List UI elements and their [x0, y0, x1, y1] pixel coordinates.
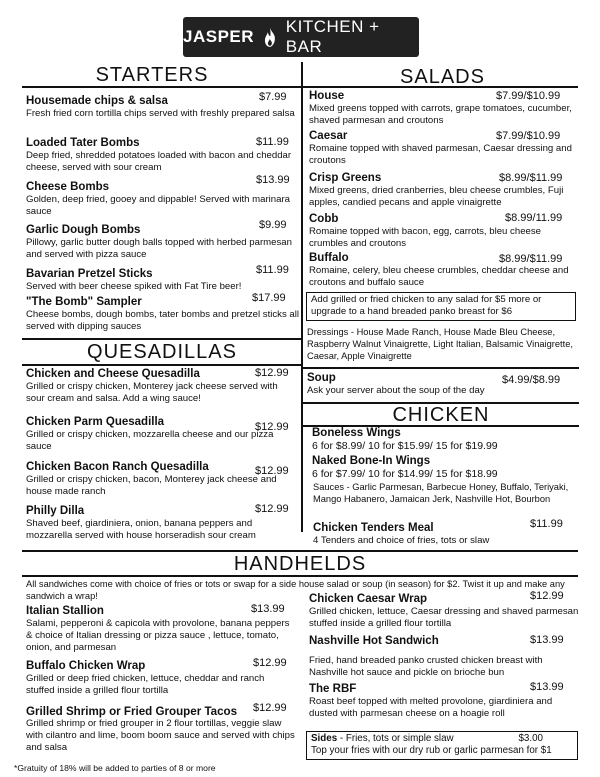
rule — [22, 338, 302, 340]
item-name: Buffalo Chicken Wrap — [26, 660, 146, 672]
item-name: Bavarian Pretzel Sticks — [26, 268, 153, 280]
section-heading-starters: STARTERS — [95, 64, 209, 86]
item-name: Crisp Greens — [309, 172, 382, 184]
item-name: Garlic Dough Bombs — [26, 224, 141, 236]
item-description: Grilled or crispy chicken, bacon, Monterey jack cheese and house made ranch — [26, 474, 277, 497]
rule — [22, 550, 578, 552]
item-description: Fresh fried corn tortilla chips served with freshly prepared salsa — [26, 108, 295, 119]
item-description: Shaved beef, giardiniera, onion, banana peppers and mozzarella served with house horseradish sour cream — [26, 518, 256, 541]
item-name: "The Bomb" Sampler — [26, 296, 142, 308]
item-name: Caesar — [309, 130, 348, 142]
item-name: The RBF — [309, 683, 357, 695]
sides-price: $3.00 — [518, 733, 543, 744]
item-description: Roast beef topped with melted provolone, giardiniera and dusted with parmesan cheese on a hoagie roll — [309, 696, 553, 719]
item-description: Grilled or deep fried chicken, lettuce, cheddar and ranch stuffed inside a grilled flour tortilla — [26, 673, 265, 696]
item-name: Chicken Bacon Ranch Quesadilla — [26, 461, 209, 473]
item-price: $13.99 — [256, 174, 290, 186]
item-description: Golden, deep fried, gooey and dippable! Served with marinara sauce — [26, 194, 290, 217]
rule — [303, 367, 579, 369]
item-price: $11.99 — [530, 518, 563, 530]
item-description: 6 for $8.99/ 10 for $15.99/ 15 for $19.99 — [312, 440, 498, 452]
section-heading-quesadillas: QUESADILLAS — [87, 341, 237, 363]
item-description: Pillowy, garlic butter dough balls topped with herbed parmesan and served with pizza sauce — [26, 237, 292, 260]
section-heading-handhelds: HANDHELDS — [233, 553, 367, 575]
sides-text: - Fries, tots or simple slaw — [337, 733, 454, 744]
item-price: $7.99 — [259, 91, 287, 103]
handhelds-intro: All sandwiches come with choice of fries or tots or swap for a side house salad or soup (in season) for $2. Twist it up and make any sandwich a wrap! — [26, 579, 565, 601]
item-name: Boneless Wings — [312, 427, 401, 439]
item-price: $12.99 — [255, 367, 289, 379]
item-name: Cobb — [309, 213, 339, 225]
item-price: $12.99 — [255, 421, 289, 433]
item-price: $8.99/$11.99 — [499, 253, 563, 265]
item-price: $4.99/$8.99 — [502, 374, 561, 386]
salad-chicken-note: Add grilled or fried chicken to any salad for $5 more or upgrade to a hand breaded panko breast for $6 — [306, 292, 576, 321]
rule — [22, 364, 302, 366]
item-description: 6 for $7.99/ 10 for $14.99/ 15 for $18.99 — [312, 468, 498, 480]
item-price: $8.99/$11.99 — [499, 172, 563, 184]
item-name: Grilled Shrimp or Fried Grouper Tacos — [26, 705, 238, 718]
logo-word-jasper: JASPER — [183, 27, 255, 46]
menu-item — [26, 95, 296, 120]
item-name: Chicken and Cheese Quesadilla — [26, 368, 200, 380]
menu-item — [26, 416, 284, 453]
item-price: $11.99 — [256, 264, 289, 276]
item-price: $12.99 — [253, 657, 287, 669]
sides-description: Top your fries with our dry rub or garlic parmesan for $1 — [311, 745, 552, 756]
item-price: $13.99 — [530, 681, 564, 693]
item-price: $11.99 — [256, 136, 289, 148]
item-description: Grilled shrimp or fried grouper in 2 flour tortillas, veggie slaw with cilantro and lime, boom boom sauce and served with chips and salsa — [26, 718, 295, 753]
item-name: Loaded Tater Bombs — [26, 137, 140, 149]
item-price: $7.99/$10.99 — [496, 90, 561, 102]
menu-item — [26, 461, 284, 498]
item-price: $12.99 — [253, 702, 287, 714]
menu-item — [312, 427, 578, 452]
wing-sauces-list: Sauces - Garlic Parmesan, Barbecue Honey, Buffalo, Teriyaki, Mango Habanero, Jamaican Jerk, Nashville Hot, Bourbon — [313, 482, 569, 504]
item-name: Chicken Parm Quesadilla — [26, 416, 165, 428]
item-description: Fried, hand breaded panko crusted chicken breast with Nashville hot sauce and pickle on brioche bun — [309, 655, 543, 678]
item-name: Chicken Caesar Wrap — [309, 593, 428, 605]
item-name: Chicken Tenders Meal — [313, 522, 434, 534]
menu-item — [312, 455, 578, 480]
section-heading-salads: SALADS — [400, 66, 485, 88]
rule — [22, 575, 578, 577]
item-description: Grilled or crispy chicken, mozzarella cheese and our pizza sauce — [26, 429, 274, 452]
item-price: $12.99 — [255, 503, 289, 515]
sides-title: Sides — [311, 733, 338, 744]
item-price: $7.99/$10.99 — [496, 130, 561, 142]
item-name: Nashville Hot Sandwich — [309, 635, 439, 647]
item-description: Grilled or crispy chicken, Monterey jack cheese served with sour cream and salsa. Add a wing sauce! — [26, 381, 278, 404]
item-description: Salami, pepperoni & capicola with provolone, banana peppers & choice of Italian dressing or pizza sauce , lettuce, tomato, onion, and parmesan — [26, 618, 290, 653]
gratuity-footnote: *Gratuity of 18% will be added to parties of 8 or more — [14, 763, 216, 773]
item-price: $9.99 — [259, 219, 287, 231]
item-price: $12.99 — [530, 590, 564, 602]
item-description: Deep fried, shredded potatoes loaded with bacon and cheddar cheese, served with sour cream — [26, 150, 292, 173]
item-name: Italian Stallion — [26, 605, 104, 617]
item-description: 4 Tenders and choice of fries, tots or slaw — [313, 535, 490, 546]
menu-item — [26, 224, 296, 261]
item-description: Ask your server about the soup of the day — [307, 385, 485, 396]
flame-icon — [262, 26, 278, 48]
item-price: $13.99 — [530, 634, 564, 646]
item-name: Buffalo — [309, 252, 349, 264]
item-description: Romaine, celery, bleu cheese crumbles, cheddar cheese and croutons and buffalo sauce — [309, 265, 569, 288]
menu-item — [26, 181, 296, 218]
logo-word-kitchen-bar: KITCHEN + BAR — [285, 17, 380, 56]
column-divider — [301, 62, 303, 532]
item-name: Cheese Bombs — [26, 181, 110, 193]
item-price: $17.99 — [252, 292, 286, 304]
item-description: Grilled chicken, lettuce, Caesar dressing and shaved parmesan stuffed inside a grilled flour tortilla — [309, 606, 579, 629]
item-description: Cheese bombs, dough bombs, tater bombs and pretzel sticks all served with dipping sauces — [26, 309, 300, 332]
item-price: $8.99/11.99 — [505, 212, 563, 224]
item-name: Philly Dilla — [26, 505, 85, 517]
item-name: Soup — [307, 372, 336, 384]
item-description: Romaine topped with bacon, egg, carrots, bleu cheese crumbles and croutons — [309, 226, 541, 249]
item-price: $12.99 — [255, 465, 289, 477]
item-name: Housemade chips & salsa — [26, 95, 168, 107]
dressings-list: Dressings - House Made Ranch, House Made Bleu Cheese, Raspberry Walnut Vinaigrette, Light Italian, Balsamic Vinaigrette, Caesar, Apple Vinaigrette — [307, 327, 573, 361]
item-name: House — [309, 90, 345, 102]
section-heading-chicken: CHICKEN — [392, 404, 490, 426]
sides-box — [306, 731, 578, 760]
restaurant-logo — [183, 17, 419, 57]
item-price: $13.99 — [251, 603, 285, 615]
item-description: Romaine topped with shaved parmesan, Caesar dressing and croutons — [309, 143, 572, 166]
item-name: Naked Bone-In Wings — [312, 455, 431, 467]
item-description: Mixed greens, dried cranberries, bleu cheese crumbles, Fuji apples, candied pecans and apple vinaigrette — [309, 185, 564, 208]
item-description: Served with beer cheese spiked with Fat Tire beer! — [26, 281, 242, 292]
item-description: Mixed greens topped with carrots, grape tomatoes, cucumber, shaved parmesan and croutons — [309, 103, 572, 126]
